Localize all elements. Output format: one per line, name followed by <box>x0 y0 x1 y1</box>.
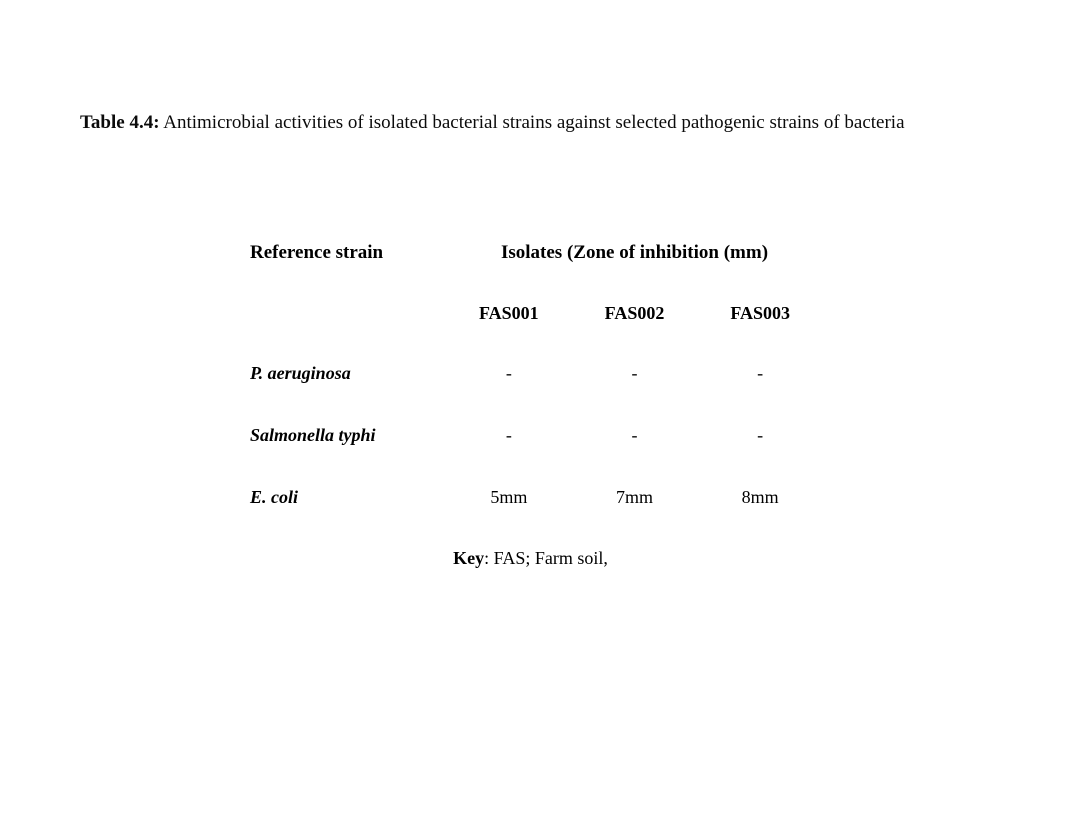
table-row <box>238 342 823 404</box>
subheader-fas002: FAS002 <box>604 302 665 323</box>
table-caption <box>80 108 1000 138</box>
table-row <box>238 404 823 466</box>
row-value-fas002: - <box>631 362 638 383</box>
table-row <box>238 466 823 528</box>
row-value-fas003: - <box>757 424 764 445</box>
row-value-fas001: - <box>505 424 512 445</box>
header-reference-strain: Reference strain <box>250 242 384 263</box>
table-subheader-row <box>238 284 823 342</box>
antimicrobial-activity-table <box>238 222 823 584</box>
table-caption-text: Antimicrobial activities of isolated bacterial strains against selected pathogenic strains of bacteria <box>159 112 905 133</box>
row-value-fas003: 8mm <box>741 486 779 507</box>
table-header-row <box>238 222 823 284</box>
table-key <box>238 528 823 584</box>
table-container <box>238 222 823 584</box>
table-key-row <box>238 528 823 584</box>
row-value-fas002: - <box>631 424 638 445</box>
header-isolates-group: Isolates (Zone of inhibition (mm) <box>500 242 769 263</box>
table-key-label: Key <box>453 547 485 568</box>
table-key-text: : FAS; Farm soil, <box>484 547 608 568</box>
table-caption-label: Table 4.4: <box>80 112 160 133</box>
row-value-fas001: 5mm <box>490 486 528 507</box>
row-strain-name: E. coli <box>250 486 298 507</box>
row-strain-name: Salmonella typhi <box>250 424 376 445</box>
row-value-fas001: - <box>505 362 512 383</box>
row-strain-name: P. aeruginosa <box>250 362 351 383</box>
subheader-fas001: FAS001 <box>479 302 539 323</box>
row-value-fas002: 7mm <box>615 486 653 507</box>
subheader-fas003: FAS003 <box>730 302 790 323</box>
subheader-blank <box>238 284 446 342</box>
row-value-fas003: - <box>757 362 764 383</box>
